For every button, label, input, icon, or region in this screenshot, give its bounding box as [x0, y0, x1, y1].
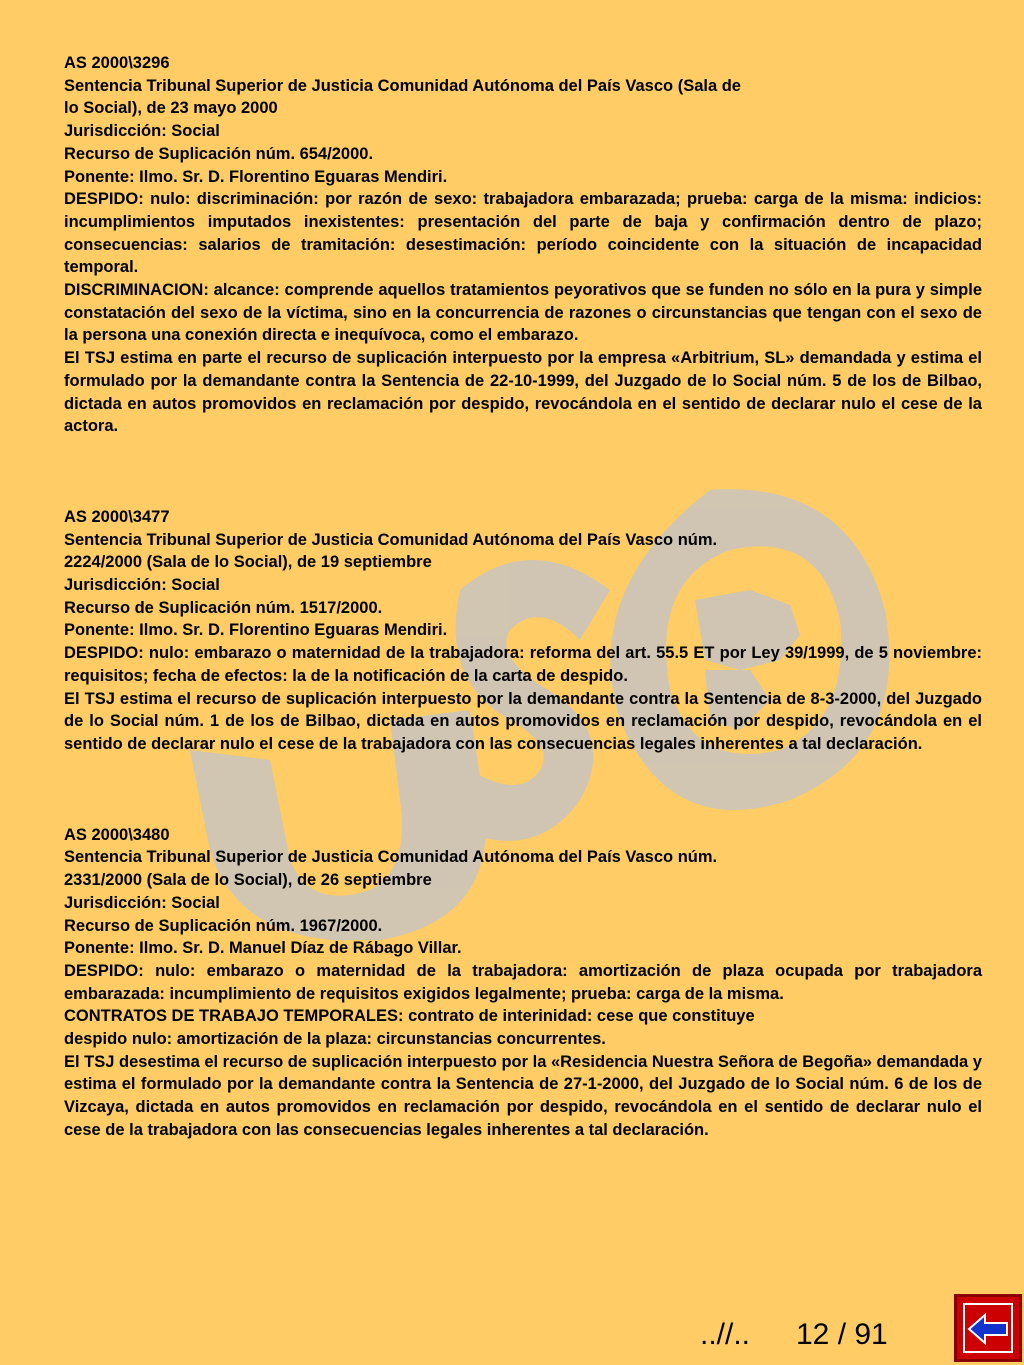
jurisdiction: Jurisdicción: Social — [64, 893, 220, 912]
court-line: 2331/2000 (Sala de lo Social), de 26 septiembre — [64, 871, 432, 890]
jurisdiction: Jurisdicción: Social — [64, 576, 220, 595]
case-reference: AS 2000\3480 — [64, 825, 170, 844]
summary-paragraph: DESPIDO: nulo: embarazo o maternidad de la trabajadora: reforma del art. 55.5 ET por Ley 39/1999, de 5 noviembre: requisitos; fecha de efectos: la de la notificación de la carta de despido. — [64, 644, 982, 685]
case-entry — [64, 506, 982, 756]
rapporteur: Ponente: Ilmo. Sr. D. Florentino Eguaras Mendiri. — [64, 167, 448, 186]
case-entry — [64, 52, 982, 438]
summary-paragraph: El TSJ estima el recurso de suplicación interpuesto por la demandante contra la Sentencia de 8-3-2000, del Juzgado de lo Social núm. 1 de los de Bilbao, dictada en autos promovidos en reclamación por despido, revocándola en el sentido de declarar nulo el cese de la trabajadora con las consecuencias legales inherentes a tal declaración. — [64, 689, 982, 753]
page-number: 12 / 91 — [796, 1318, 888, 1351]
summary-paragraph: El TSJ desestima el recurso de suplicación interpuesto por la «Residencia Nuestra Señora de Begoña» demandada y estima el formulado por la demandante contra la Sentencia de 27-1-2000, del Juzgado de lo Social núm. 6 de los de Vizcaya, dictada en autos promovidos en reclamación por despido, revocándola en el sentido de declarar nulo el cese de la trabajadora con las consecuencias legales inherentes a tal declaración. — [64, 1052, 982, 1139]
summary-paragraph: DESPIDO: nulo: discriminación: por razón de sexo: trabajadora embarazada; prueba: carga de la misma: indicios: incumplimientos imputados inexistentes: presentación del parte de baja y confirmación dentro de plazo; consecuencias: salarios de tramitación: desestimación: período coincidente con la situación de incapacidad temporal. — [64, 190, 982, 277]
appeal-number: Recurso de Suplicación núm. 1967/2000. — [64, 916, 383, 935]
appeal-number: Recurso de Suplicación núm. 654/2000. — [64, 144, 374, 163]
rapporteur: Ponente: Ilmo. Sr. D. Florentino Eguaras Mendiri. — [64, 621, 448, 640]
back-button[interactable] — [954, 1294, 1022, 1362]
summary-paragraph: DISCRIMINACION: alcance: comprende aquellos tratamientos peyorativos que se funden no sólo en la pura y simple constatación del sexo de la víctima, sino en la concurrencia de razones o circunstancias que tengan con el sexo de la persona una conexión directa e inequívoca, como el embarazo. — [64, 281, 982, 345]
continuation-marker: ..//.. — [700, 1318, 751, 1351]
court-line: Sentencia Tribunal Superior de Justicia Comunidad Autónoma del País Vasco núm. — [64, 848, 718, 867]
summary-paragraph: CONTRATOS DE TRABAJO TEMPORALES: contrato de interinidad: cese que constituye — [64, 1007, 755, 1026]
rapporteur: Ponente: Ilmo. Sr. D. Manuel Díaz de Rábago Villar. — [64, 939, 462, 958]
summary-paragraph: DESPIDO: nulo: embarazo o maternidad de la trabajadora: amortización de plaza ocupada por trabajadora embarazada: incumplimiento de requisitos exigidos legalmente; prueba: carga de la misma. — [64, 961, 982, 1003]
case-reference: AS 2000\3296 — [64, 54, 170, 72]
document-body — [64, 52, 982, 1210]
court-line: lo Social), de 23 mayo 2000 — [64, 99, 278, 118]
summary-paragraph: despido nulo: amortización de la plaza: circunstancias concurrentes. — [64, 1030, 606, 1049]
case-entry — [64, 824, 982, 1142]
court-line: Sentencia Tribunal Superior de Justicia Comunidad Autónoma del País Vasco (Sala de — [64, 76, 741, 95]
arrow-left-icon — [967, 1312, 1011, 1346]
court-line: Sentencia Tribunal Superior de Justicia Comunidad Autónoma del País Vasco núm. — [64, 530, 718, 549]
case-reference: AS 2000\3477 — [64, 507, 170, 526]
court-line: 2224/2000 (Sala de lo Social), de 19 septiembre — [64, 553, 432, 572]
appeal-number: Recurso de Suplicación núm. 1517/2000. — [64, 598, 383, 617]
summary-paragraph: El TSJ estima en parte el recurso de suplicación interpuesto por la empresa «Arbitrium, SL» demandada y estima el formulado por la demandante contra la Sentencia de 22-10-1999, del Juzgado de lo Social núm. 5 de los de Bilbao, dictada en autos promovidos en reclamación por despido, revocándola en el sentido de declarar nulo el cese de la actora. — [64, 349, 982, 436]
jurisdiction: Jurisdicción: Social — [64, 122, 220, 141]
